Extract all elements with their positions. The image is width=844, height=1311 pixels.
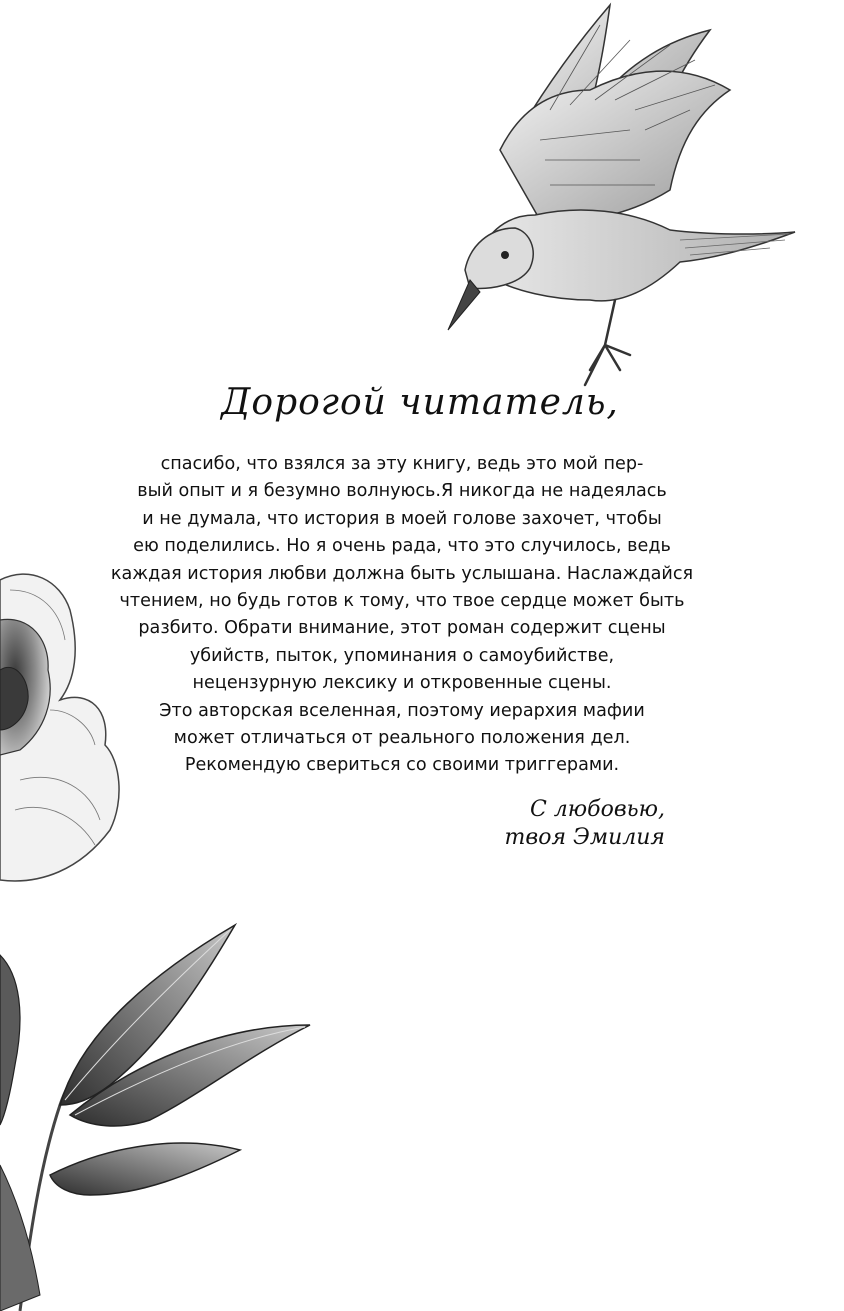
- letter-body: [110, 451, 694, 780]
- letter-line: и не думала, что история в моей голове захочет, чтобы: [142, 508, 662, 529]
- letter-line: может отличаться от реального положения дел.: [173, 728, 631, 749]
- letter-line: чтением, но будь готов к тому, что твое сердце может быть: [119, 591, 685, 612]
- letter-line: убийств, пыток, упоминания о самоубийстве,: [189, 645, 615, 666]
- signature-line-2: твоя Эмилия: [504, 825, 665, 850]
- letter-line: ею поделились. Но я очень рада, что это случилось, ведь: [133, 536, 671, 557]
- letter-line: вый опыт и я безумно волнуюсь.Я никогда не надеялась: [137, 481, 667, 502]
- signature-line-1: С любовью,: [529, 797, 665, 822]
- letter-line: нецензурную лексику и откровенные сцены.: [192, 673, 612, 694]
- letter-line: разбито. Обрати внимание, этот роман содержит сцены: [138, 618, 666, 639]
- letter-line: каждая история любви должна быть услышана. Наслаждайся: [110, 563, 694, 584]
- letter-line: Рекомендую свериться со своими триггерами.: [184, 755, 620, 776]
- bird-illustration: [430, 0, 810, 400]
- leaves-illustration: [0, 915, 320, 1311]
- letter-line: Это авторская вселенная, поэтому иерархия мафии: [159, 700, 645, 721]
- signature: [470, 796, 665, 852]
- letter-line: спасибо, что взялся за эту книгу, ведь это мой пер-: [160, 454, 644, 474]
- letter-heading: Дорогой читатель,: [221, 382, 619, 423]
